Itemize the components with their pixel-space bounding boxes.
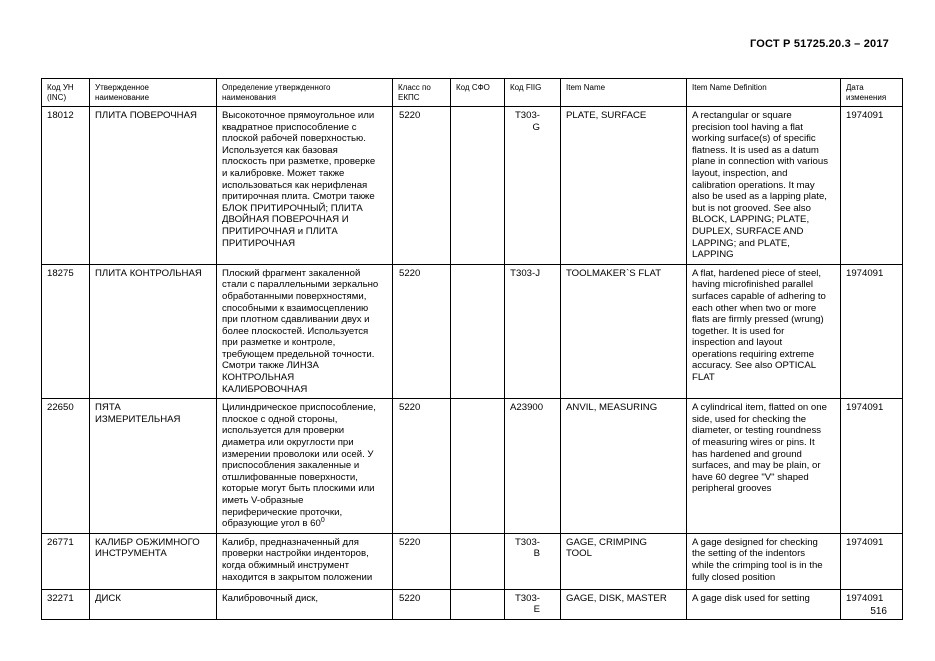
cell-class: 5220	[393, 589, 451, 619]
header-fiig: Код FIIG	[505, 79, 561, 107]
degree-superscript: 0	[320, 517, 325, 524]
cell-approved-name: ПЯТА ИЗМЕРИТЕЛЬНАЯ	[90, 399, 217, 534]
cell-item-definition: A flat, hardened piece of steel, having microfinished parallel surfaces capable of adhering to each other when two or more flats are firmly pressed (wrung) together. It is used for inspection and layout operations requiring extreme accuracy. See also OPTICAL FLAT	[687, 264, 841, 399]
cell-item-definition: A rectangular or square precision tool having a flat working surface(s) of specific flatness. It is used as a datum plane in connection with various layout, inspection, and calibration operations. It may also be used as a lapping plate, but is not grooved. See also BLOCK, LAPPING; PLATE, DUPLEX, SURFACE AND LAPPING; and PLATE, LAPPING	[687, 107, 841, 265]
table-header-row	[42, 79, 903, 107]
cell-definition	[217, 399, 393, 534]
cell-sfo	[451, 264, 505, 399]
table-row	[42, 264, 903, 399]
header-approved-name: Утвержденное наименование	[90, 79, 217, 107]
cell-item-name: TOOLMAKER`S FLAT	[561, 264, 687, 399]
cell-code: 32271	[42, 589, 90, 619]
cell-approved-name: ПЛИТА ПОВЕРОЧНАЯ	[90, 107, 217, 265]
cell-date: 1974091	[841, 533, 903, 589]
cell-definition: Калибр, предназначенный для проверки настройки инденторов, когда обжимный инструмент находится в закрытом положении	[217, 533, 393, 589]
header-definition: Определение утвержденного наименования	[217, 79, 393, 107]
header-item-definition: Item Name Definition	[687, 79, 841, 107]
cell-item-definition: A cylindrical item, flatted on one side, used for checking the diameter, or testing roundness of measuring wires or pins. It has hardened and ground surfaces, and may be plain, or have 60 degree "V" shaped peripheral grooves	[687, 399, 841, 534]
cell-code: 18275	[42, 264, 90, 399]
cell-fiig: T303-G	[505, 107, 561, 265]
header-code: Код УН (INC)	[42, 79, 90, 107]
cell-sfo	[451, 107, 505, 265]
cell-definition: Плоский фрагмент закаленной стали с параллельными зеркально обработанными поверхностями, способными к взаимосцеплению при плотном сдавливании двух и более плоскостей. Используется при разметке и контроле, требующем предельной точности. Смотри также ЛИНЗА КОНТРОЛЬНАЯ КАЛИБРОВОЧНАЯ	[217, 264, 393, 399]
cell-code: 22650	[42, 399, 90, 534]
header-class: Класс по ЕКПС	[393, 79, 451, 107]
page-number: 516	[870, 606, 887, 617]
cell-code: 18012	[42, 107, 90, 265]
cell-class: 5220	[393, 264, 451, 399]
cell-class: 5220	[393, 399, 451, 534]
cell-definition: Калибровочный диск,	[217, 589, 393, 619]
document-title: ГОСТ Р 51725.20.3 – 2017	[749, 38, 889, 50]
header-item-name: Item Name	[561, 79, 687, 107]
cell-fiig: T303-J	[505, 264, 561, 399]
cell-definition: Высокоточное прямоугольное или квадратное приспособление с плоской рабочей поверхностью. Используется как базовая плоскость при разметке, проверке и калибровке. Может также использоваться как нерифленая притирочная плита. Смотри также БЛОК ПРИТИРОЧНЫЙ; ПЛИТА ДВОЙНАЯ ПОВЕРОЧНАЯ И ПРИТИРОЧНАЯ и ПЛИТА ПРИТИРОЧНАЯ	[217, 107, 393, 265]
table-row	[42, 399, 903, 534]
cell-approved-name: ПЛИТА КОНТРОЛЬНАЯ	[90, 264, 217, 399]
cell-date: 1974091	[841, 589, 903, 619]
cell-class: 5220	[393, 107, 451, 265]
cell-item-name: ANVIL, MEASURING	[561, 399, 687, 534]
cell-sfo	[451, 399, 505, 534]
cell-date: 1974091	[841, 264, 903, 399]
cell-item-name: PLATE, SURFACE	[561, 107, 687, 265]
cell-approved-name: КАЛИБР ОБЖИМНОГО ИНСТРУМЕНТА	[90, 533, 217, 589]
cell-item-name: GAGE, CRIMPING TOOL	[561, 533, 687, 589]
cell-code: 26771	[42, 533, 90, 589]
table-row	[42, 589, 903, 619]
cell-fiig: T303-E	[505, 589, 561, 619]
cell-item-definition: A gage designed for checking the setting of the indentors while the crimping tool is in the fully closed position	[687, 533, 841, 589]
cell-fiig: A23900	[505, 399, 561, 534]
cell-item-name: GAGE, DISK, MASTER	[561, 589, 687, 619]
cell-approved-name: ДИСК	[90, 589, 217, 619]
definition-text: Цилиндрическое приспособление, плоское с одной стороны, используется для проверки диаметра или округлости при измерении проволоки или осей. У приспособления закаленные и отшлифованные поверхности, которые могут быть плоскими или иметь V-образные периферические проточки, образующие угол в 60	[222, 402, 376, 530]
cell-class: 5220	[393, 533, 451, 589]
cell-date: 1974091	[841, 399, 903, 534]
cell-sfo	[451, 589, 505, 619]
header-sfo: Код СФО	[451, 79, 505, 107]
cell-fiig: T303-B	[505, 533, 561, 589]
header-date: Дата изменения	[841, 79, 903, 107]
table-row	[42, 107, 903, 265]
cell-sfo	[451, 533, 505, 589]
cell-date: 1974091	[841, 107, 903, 265]
table-row	[42, 533, 903, 589]
nomenclature-table	[41, 78, 903, 620]
cell-item-definition: A gage disk used for setting	[687, 589, 841, 619]
